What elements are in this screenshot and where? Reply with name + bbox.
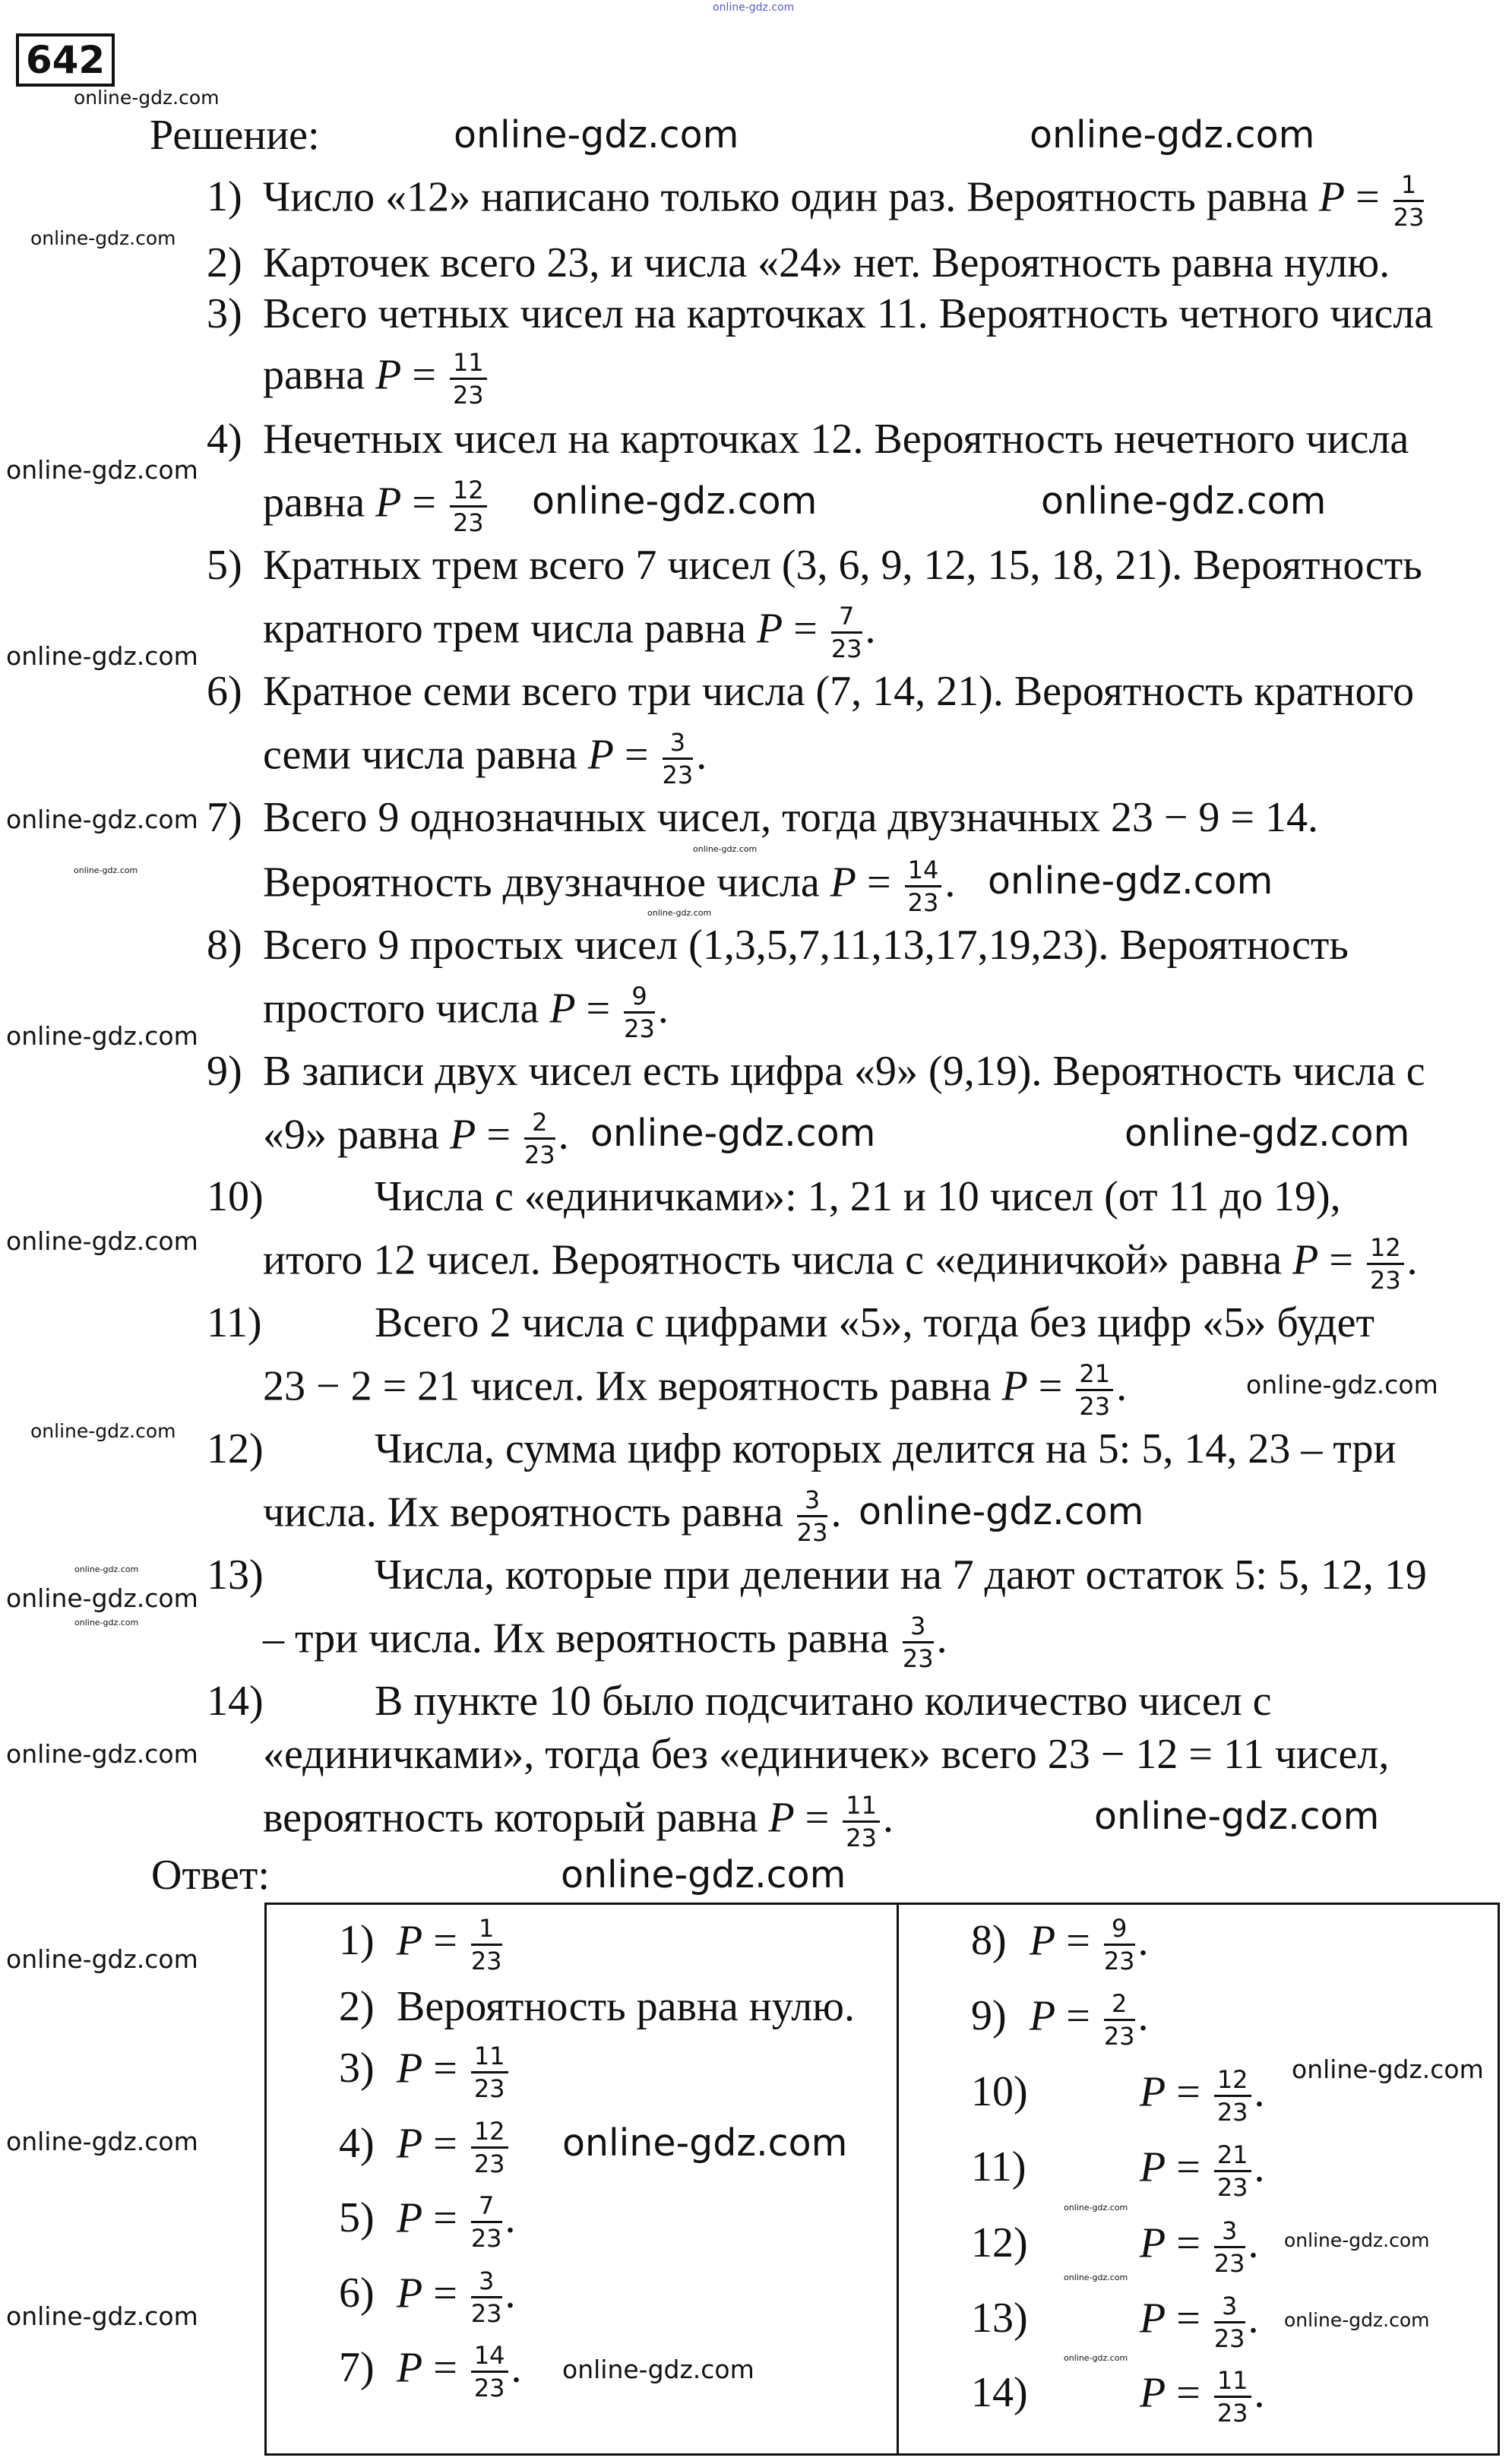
item-number: 10) [207,1173,264,1221]
answer-number: 4) [339,2120,375,2168]
denominator: 23 [907,887,939,917]
watermark: online-gdz.com [6,1021,198,1051]
answer-number: 7) [339,2343,375,2391]
solution-line [375,1676,1272,1726]
answer-label: Ответ: [151,1852,270,1899]
answer-number: 5) [339,2194,375,2241]
text: «единичками», тогда без «единичек» всего 23 − 12 = 11 чисел, [263,1731,1390,1779]
problem-number: 642 [16,33,115,87]
solution-line [263,1235,1418,1293]
watermark: online-gdz.com [859,1490,1144,1533]
watermark: online-gdz.com [1284,2229,1430,2251]
solution-line [263,729,707,788]
math-variable: P [397,2045,423,2092]
denominator: 23 [473,2073,505,2103]
denominator: 23 [1103,2022,1135,2051]
answer-number: 8) [971,1916,1007,1964]
denominator: 23 [902,1643,934,1673]
math-variable: P [1001,1362,1028,1410]
text: . [1406,1236,1418,1284]
solution-line [375,1298,1374,1348]
fraction [470,2266,502,2329]
answer-item [1140,2140,1265,2203]
fraction [1076,1359,1113,1422]
watermark: online-gdz.com [1292,2054,1484,2084]
text: «9» равна [263,1110,451,1158]
answer-item [397,2043,511,2102]
numerator: 3 [903,1613,934,1643]
fraction [1214,2064,1251,2127]
answer-item [1140,2218,1259,2276]
answer-item [397,2118,511,2177]
math-variable: P [397,2344,423,2392]
watermark: online-gdz.com [1064,2273,1128,2282]
text: – три числа. Их вероятность равна [263,1615,900,1662]
fraction [796,1485,828,1548]
text: = [401,351,447,399]
text: . [505,2194,516,2242]
watermark: online-gdz.com [647,908,712,918]
numerator: 2 [1104,1991,1135,2021]
text: = [1055,1917,1101,1965]
solution-line [263,238,1390,288]
fraction [831,603,862,662]
numerator: 9 [1104,1915,1135,1946]
text: Нечетных чисел на карточках 12. Вероятность нечетного числа [263,416,1409,463]
numerator: 21 [1214,2142,1251,2172]
denominator: 23 [470,1946,502,1975]
answer-item [1140,2293,1259,2352]
text: = [422,1917,468,1965]
watermark: online-gdz.com [74,1618,139,1627]
watermark: online-gdz.com [561,1853,846,1896]
text: Числа, сумма цифр которых делится на 5: 5, 14, 23 – три [375,1425,1397,1473]
text: простого числа [263,985,550,1033]
text: вероятность который равна [263,1794,769,1842]
fraction [1104,1991,1135,2049]
text: = [1055,1992,1101,2040]
text: . [1248,2219,1259,2267]
text: Всего четных чисел на карточках 11. Вероятность четного числа [263,289,1434,337]
item-number: 9) [207,1047,242,1095]
math-variable: P [1140,2295,1166,2342]
denominator: 23 [1216,2173,1248,2203]
watermark: online-gdz.com [532,479,818,523]
denominator: 23 [524,1140,555,1169]
item-number: 12) [207,1425,264,1473]
solution-line [263,1792,894,1851]
item-number: 3) [207,289,242,337]
text: Всего 9 простых чисел (1,3,5,7,11,13,17,19,23). Вероятность [263,921,1349,969]
numerator: 3 [1214,2293,1245,2323]
watermark: online-gdz.com [6,1583,198,1613]
text: . [830,1488,842,1536]
numerator: 11 [471,2043,508,2073]
solution-line [263,1729,1389,1779]
watermark: online-gdz.com [1125,1112,1410,1155]
text: В пункте 10 было подсчитано количество чисел с [375,1677,1272,1725]
text: Вероятность равна нулю. [397,1983,856,2030]
answer-number: 12) [971,2219,1028,2266]
solution-line [263,1613,947,1672]
fraction [663,729,694,788]
text: . [865,605,876,653]
fraction [450,350,487,408]
item-number: 7) [207,793,242,841]
item-number: 2) [207,239,242,287]
text: = [1318,1236,1364,1284]
item-number: 4) [207,416,242,463]
solution-line [263,350,490,408]
numerator: 3 [663,729,694,760]
numerator: 12 [471,2118,508,2149]
math-variable: P [1030,1917,1056,1965]
text: . [1248,2295,1259,2342]
fraction [624,983,655,1042]
answer-item [397,2342,522,2401]
numerator: 12 [1214,2067,1251,2097]
solution-line [263,983,669,1042]
text: = [1027,1362,1074,1410]
text: Кратных трем всего 7 чисел (3, 6, 9, 12, 15, 18, 21). Вероятность [263,542,1422,590]
solution-line [263,603,876,662]
answer-number: 10) [971,2067,1028,2115]
watermark: online-gdz.com [713,2,795,14]
solution-line [263,857,955,916]
solution-line [263,792,1318,843]
solution-line [263,289,1433,339]
denominator: 23 [1393,203,1425,232]
math-variable: P [830,859,857,906]
numerator: 21 [1076,1361,1113,1391]
watermark: online-gdz.com [74,1564,139,1574]
numerator: 1 [471,1915,502,1946]
math-variable: P [375,351,402,399]
watermark: online-gdz.com [6,1944,198,1974]
fraction [1104,1915,1135,1974]
text: = [783,605,828,653]
numerator: 1 [1393,172,1425,202]
solution-line [263,1485,842,1548]
fraction [905,857,942,916]
watermark: online-gdz.com [562,2121,848,2165]
answer-item [397,1982,855,2032]
watermark: online-gdz.com [30,1420,176,1442]
answer-number: 2) [339,1983,375,2030]
denominator: 23 [1103,1946,1135,1975]
text: = [1345,173,1390,221]
watermark: online-gdz.com [988,859,1273,903]
answer-number: 6) [339,2269,375,2317]
text: = [575,985,622,1033]
solution-line [263,1046,1425,1096]
numerator: 11 [843,1792,880,1823]
solution-line [375,1550,1427,1600]
text: . [936,1615,947,1662]
denominator: 23 [1369,1266,1401,1295]
denominator: 23 [470,2223,502,2253]
denominator: 23 [473,2149,505,2179]
answer-item [1140,2064,1265,2127]
item-number: 11) [207,1299,262,1347]
answer-item [397,2190,516,2253]
watermark: online-gdz.com [1064,2353,1128,2363]
item-number: 13) [207,1551,264,1599]
text: . [505,2269,516,2317]
answer-divider [897,1903,899,2456]
math-variable: P [1140,2143,1166,2191]
fraction [471,1915,502,1974]
text: . [696,731,707,779]
text: Всего 9 однозначных чисел, тогда двузначных 23 − 9 = 14. [263,793,1319,841]
denominator: 23 [662,760,694,789]
text: . [1254,2143,1265,2191]
text: равна [263,351,376,399]
math-variable: P [768,1794,795,1842]
numerator: 3 [1214,2218,1245,2248]
text: . [1254,2068,1265,2116]
item-number: 5) [207,542,242,590]
watermark: online-gdz.com [1094,1795,1380,1838]
watermark: online-gdz.com [590,1112,876,1155]
watermark: online-gdz.com [6,455,198,485]
numerator: 9 [624,983,655,1014]
fraction [1393,172,1425,230]
fraction [471,2043,508,2102]
numerator: 3 [797,1487,828,1517]
answer-item [1140,2365,1265,2428]
text: . [882,1794,894,1842]
denominator: 23 [830,634,862,664]
watermark: online-gdz.com [74,87,220,109]
text: = [422,2045,468,2092]
watermark: online-gdz.com [6,2301,198,2331]
denominator: 23 [846,1823,877,1853]
text: числа. Их вероятность равна [263,1488,794,1536]
numerator: 2 [524,1109,555,1140]
text: . [1116,1362,1128,1410]
watermark: online-gdz.com [30,227,176,249]
text: . [511,2344,522,2392]
text: = [613,731,660,779]
text: Вероятность двузначное числа [263,859,830,906]
text: = [1166,2143,1211,2191]
denominator: 23 [470,2299,502,2329]
text: Всего 2 числа с цифрами «5», тогда без цифр «5» будет [375,1299,1374,1347]
text: = [422,2194,468,2242]
denominator: 23 [1216,2398,1248,2428]
text: Кратное семи всего три числа (7, 14, 21). Вероятность кратного [263,668,1415,716]
answer-item [397,1915,505,1974]
watermark: online-gdz.com [1041,479,1327,523]
item-number: 6) [207,668,242,716]
solution-line [263,1109,569,1168]
text: Число «12» написано только один раз. Вероятность равна [263,173,1319,221]
denominator: 23 [624,1014,655,1043]
math-variable: P [397,2120,423,2168]
text: семи числа равна [263,731,588,779]
numerator: 12 [450,477,487,508]
answer-item [1030,1991,1149,2049]
answer-number: 13) [971,2295,1028,2342]
solution-line [263,920,1349,970]
watermark: online-gdz.com [562,2355,754,2384]
text: = [856,859,902,906]
text: = [401,479,447,527]
item-number: 8) [207,921,242,969]
solution-line [263,477,490,536]
solution-line [263,172,1427,230]
text: . [944,859,956,906]
denominator: 23 [452,381,484,410]
denominator: 23 [1213,2248,1245,2278]
numerator: 11 [1214,2368,1251,2398]
fraction [1214,2140,1251,2203]
denominator: 23 [1216,2097,1248,2127]
math-variable: P [1030,1992,1056,2040]
fraction [1214,2218,1245,2276]
text: = [476,1110,521,1158]
text: = [422,2120,468,2168]
math-variable: P [397,2269,423,2317]
text: = [1166,2369,1211,2417]
answer-number: 9) [971,1992,1007,2040]
text: . [558,1110,569,1158]
numerator: 7 [831,603,862,634]
text: = [1166,2068,1211,2116]
fraction [903,1613,934,1672]
answer-number: 3) [339,2044,375,2092]
solution-line [375,1424,1397,1474]
answer-item [397,2266,516,2329]
answer-number: 1) [339,1916,375,1964]
solution-label: Решение: [150,112,320,159]
text: Числа, которые при делении на 7 дают остаток 5: 5, 12, 19 [375,1551,1427,1599]
text: = [1166,2219,1211,2267]
answer-number: 11) [971,2143,1026,2191]
denominator: 23 [452,508,484,538]
math-variable: P [757,605,783,653]
text: равна [263,479,376,527]
denominator: 23 [1213,2324,1245,2354]
numerator: 3 [471,2268,502,2298]
solution-line [263,540,1422,590]
text: = [422,2344,468,2392]
fraction [471,2342,508,2401]
text: = [1166,2295,1211,2342]
watermark: online-gdz.com [6,805,198,834]
watermark: online-gdz.com [6,1226,198,1256]
text: . [1137,1992,1149,2040]
solution-line [263,666,1414,716]
fraction [1214,2365,1251,2428]
numerator: 14 [905,857,942,887]
watermark: online-gdz.com [1246,1370,1438,1400]
watermark: online-gdz.com [1064,2203,1128,2213]
text: итого 12 чисел. Вероятность числа с «единичкой» равна [263,1236,1293,1284]
solution-line [263,414,1409,464]
math-variable: P [1318,173,1346,221]
watermark: online-gdz.com [6,2127,198,2156]
numerator: 11 [450,350,487,380]
text: 23 − 2 = 21 чисел. Их вероятность равна [263,1362,1002,1410]
numerator: 7 [471,2193,502,2223]
denominator: 23 [1079,1392,1111,1422]
watermark: online-gdz.com [6,641,198,671]
solution-line [263,1359,1128,1422]
numerator: 14 [471,2342,508,2373]
math-variable: P [1140,2369,1166,2417]
text: кратного трем числа равна [263,605,757,653]
text: . [1254,2369,1265,2417]
solution-line [375,1172,1341,1222]
fraction [843,1792,880,1851]
math-variable: P [375,479,402,527]
watermark: online-gdz.com [74,865,138,875]
text: . [1137,1917,1149,1965]
watermark: online-gdz.com [1284,2309,1430,2331]
denominator: 23 [473,2373,505,2402]
math-variable: P [1292,1236,1319,1284]
fraction [1367,1235,1404,1293]
item-number: 1) [207,173,242,221]
numerator: 12 [1367,1235,1404,1265]
denominator: 23 [796,1518,828,1548]
text: = [422,2269,468,2317]
math-variable: P [1140,2068,1166,2116]
math-variable: P [587,731,614,779]
text: Числа с «единичками»: 1, 21 и 10 чисел (от 11 до 19), [375,1173,1341,1221]
fraction [471,2118,508,2177]
text: . [657,985,669,1033]
answer-number: 14) [971,2368,1028,2416]
text: Карточек всего 23, и числа «24» нет. Вероятность равна нулю. [263,239,1390,287]
fraction [470,2190,502,2253]
math-variable: P [1140,2219,1166,2267]
math-variable: P [549,985,576,1033]
math-variable: P [397,1917,423,1965]
watermark: online-gdz.com [6,1739,198,1769]
item-number: 14) [207,1677,264,1725]
answer-item [1030,1915,1149,1974]
text: = [794,1794,840,1842]
text: В записи двух чисел есть цифра «9» (9,19). Вероятность числа с [263,1047,1425,1095]
math-variable: P [397,2194,423,2242]
fraction [1214,2293,1245,2352]
watermark: online-gdz.com [454,113,739,157]
watermark: online-gdz.com [1030,113,1315,157]
fraction [524,1109,555,1168]
fraction [450,477,487,536]
math-variable: P [450,1110,476,1158]
watermark: online-gdz.com [693,844,758,854]
